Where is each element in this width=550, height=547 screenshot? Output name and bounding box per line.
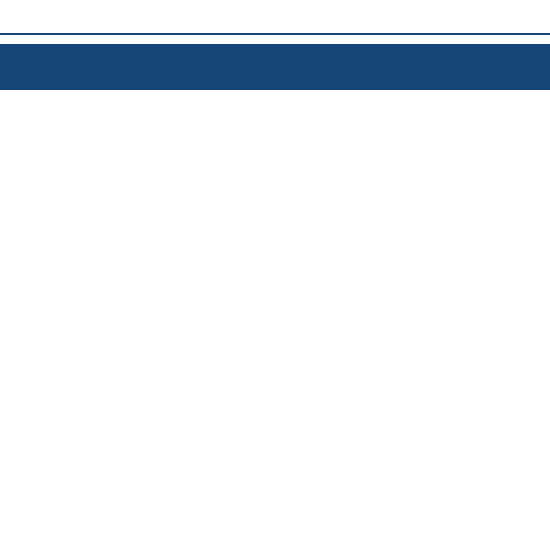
- page-title: [5, 6, 13, 26]
- page-header: [0, 0, 550, 34]
- title-underline: [0, 33, 550, 35]
- table-header: [0, 44, 550, 90]
